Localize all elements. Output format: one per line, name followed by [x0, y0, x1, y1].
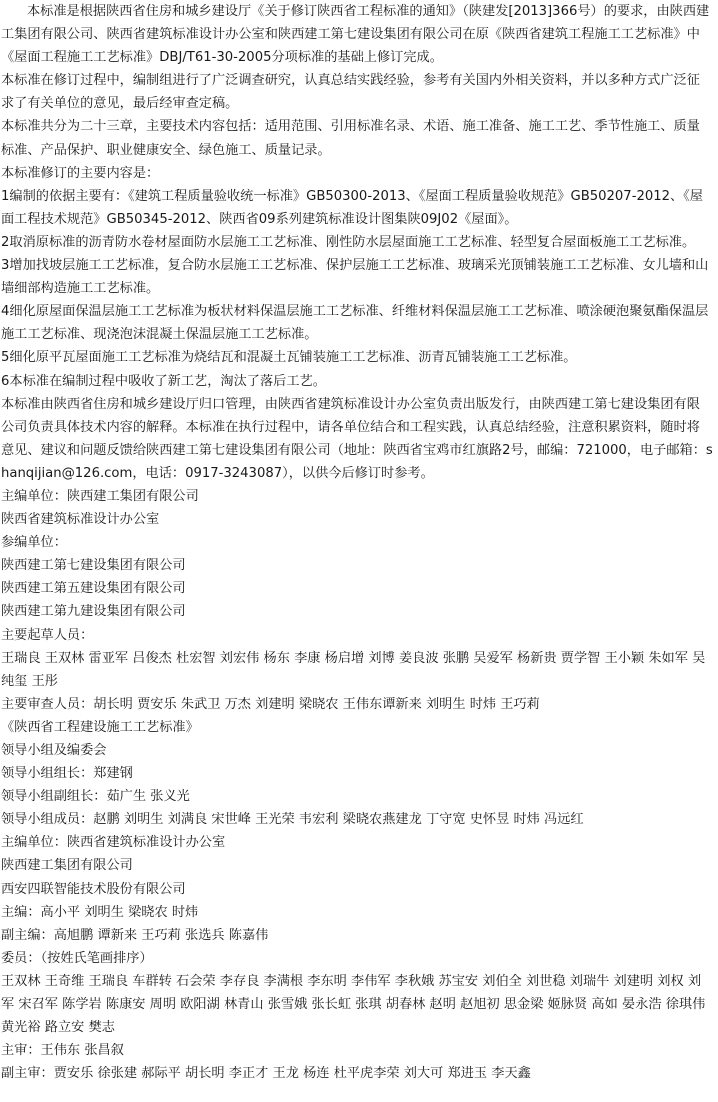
- leader: 领导小组组长：郑建钢: [1, 766, 133, 782]
- series-title: 《陕西省工程建设施工工艺标准》: [1, 719, 199, 735]
- series-chief-editor-unit: 主编单位：陕西省建筑标准设计办公室: [1, 835, 226, 851]
- intro-paragraph: 本标准是根据陕西省住房和城乡建设厅《关于修订陕西省工程标准的通知》（陕建发[2013]366号）的要求，由陕西建工集团有限公司、陕西省建筑标准设计办公室和陕西建工第七建设集团有限公司在原《陕西省建筑工程施工工艺标准》中《屋面工程施工工艺标准》DBJ/T61-30-2005分项标准的基础上修订完成。: [1, 4, 710, 66]
- participating-unit-2: 陕西建工第五建设集团有限公司: [1, 581, 186, 597]
- participating-unit-1: 陕西建工第七建设集团有限公司: [1, 558, 186, 574]
- revision-content-heading: 本标准修订的主要内容是：: [1, 165, 160, 181]
- revision-item-3: 3增加找坡层施工工艺标准，复合防水层施工工艺标准、保护层施工工艺标准、玻璃采光顶铺装施工工艺标准、女儿墙和山墙细部构造施工工艺标准。: [1, 258, 709, 297]
- chief-reviewers: 主审：王伟东 张昌叙: [1, 1043, 124, 1059]
- deputy-leaders: 领导小组副组长：茹广生 张义光: [1, 789, 190, 805]
- deputy-chief-reviewers: 副主审：贾安乐 徐张建 郝际平 胡长明 李正才 王龙 杨连 杜平虎李荣 刘大可 郑进玉 李天鑫: [1, 1066, 531, 1082]
- main-drafters-list: 王瑞良 王双林 雷亚军 吕俊杰 杜宏智 刘宏伟 杨东 李康 杨启增 刘博 姜良波 张鹏 吴爱军 杨新贵 贾学智 王小颖 朱如军 吴纯玺 王彤: [1, 650, 706, 689]
- revision-item-1: 1编制的依据主要有：《建筑工程质量验收统一标准》GB50300-2013、《屋面工程质量验收规范》GB50207-2012、《屋面工程技术规范》GB50345-2012、陕西省09系列建筑标准设计图集陕09J02《屋面》。: [1, 188, 703, 227]
- management-paragraph: 本标准由陕西省住房和城乡建设厅归口管理，由陕西省建筑标准设计办公室负责出版发行，由陕西建工第七建设集团有限公司负责具体技术内容的解释。本标准在执行过程中，请各单位结合和工程实践，认真总结经验，注意积累资料，随时将意见、建议和问题反馈给陕西建工第七建设集团有限公司（地址：陕西省宝鸡市红旗路2号，邮编：721000，电子邮箱：shanqijian@126.com，电话：0917-3243087），以供今后修订时参考。: [1, 396, 713, 481]
- participating-unit-3: 陕西建工第九建设集团有限公司: [1, 604, 186, 620]
- revision-item-5: 5细化原平瓦屋面施工工艺标准为烧结瓦和混凝土瓦铺装施工工艺标准、沥青瓦铺装施工工艺标准。: [1, 350, 577, 366]
- deputy-chief-editors: 副主编：高旭鹏 谭新来 王巧莉 张选兵 陈嘉伟: [1, 927, 269, 943]
- main-reviewers: 主要审查人员：胡长明 贾安乐 朱武卫 万杰 刘建明 梁晓农 王伟东谭新来 刘明生 时炜 王巧莉: [1, 696, 540, 712]
- main-drafters-heading: 主要起草人员：: [1, 627, 94, 643]
- series-chief-editor-unit-2: 陕西建工集团有限公司: [1, 858, 133, 874]
- chapter-summary-paragraph: 本标准共分为二十三章，主要技术内容包括：适用范围、引用标准名录、术语、施工准备、施工工艺、季节性施工、质量标准、产品保护、职业健康安全、绿色施工、质量记录。: [1, 119, 700, 158]
- series-chief-editor-unit-3: 西安四联智能技术股份有限公司: [1, 881, 186, 897]
- revision-item-6: 6本标准在编制过程中吸收了新工艺，淘汰了落后工艺。: [1, 373, 326, 389]
- chief-editor-unit-2: 陕西省建筑标准设计办公室: [1, 512, 160, 528]
- committee-heading: 领导小组及编委会: [1, 743, 107, 758]
- revision-item-2: 2取消原标准的沥青防水卷材屋面防水层施工工艺标准、刚性防水层屋面施工工艺标准、轻型复合屋面板施工工艺标准。: [1, 234, 696, 250]
- participating-units-heading: 参编单位：: [1, 535, 67, 551]
- committee-members-list: 王双林 王奇维 王瑞良 车群转 石会荣 李存良 李满根 李东明 李伟军 李秋娥 苏宝安 刘伯全 刘世稳 刘瑞牛 刘建明 刘权 刘军 宋召军 陈学岩 陈康安 周明 欧阳湖 林青山 张雪娥 张长虹 张琪 胡春林 赵明 赵旭初 思金梁 姬脉贤 高如 晏永浩 徐琪伟 黄光裕 路立安 樊志: [1, 973, 706, 1036]
- revision-process-paragraph: 本标准在修订过程中，编制组进行了广泛调查研究，认真总结实践经验，参考有关国内外相关资料，并以多种方式广泛征求了有关单位的意见，最后经审查定稿。: [1, 73, 700, 112]
- group-members: 领导小组成员：赵鹏 刘明生 刘满良 宋世峰 王光荣 韦宏利 梁晓农燕建龙 丁守宽 史怀昱 时炜 冯远红: [1, 812, 584, 828]
- chief-editors: 主编：高小平 刘明生 梁晓农 时炜: [1, 904, 199, 920]
- revision-item-4: 4细化原屋面保温层施工工艺标准为板状材料保温层施工工艺标准、纤维材料保温层施工工艺标准、喷涂硬泡聚氨酯保温层施工工艺标准、现浇泡沫混凝土保温层施工工艺标准。: [1, 304, 709, 343]
- committee-members-heading: 委员：（按姓氏笔画排序）: [1, 950, 153, 966]
- chief-editor-unit: 主编单位：陕西建工集团有限公司: [1, 488, 199, 504]
